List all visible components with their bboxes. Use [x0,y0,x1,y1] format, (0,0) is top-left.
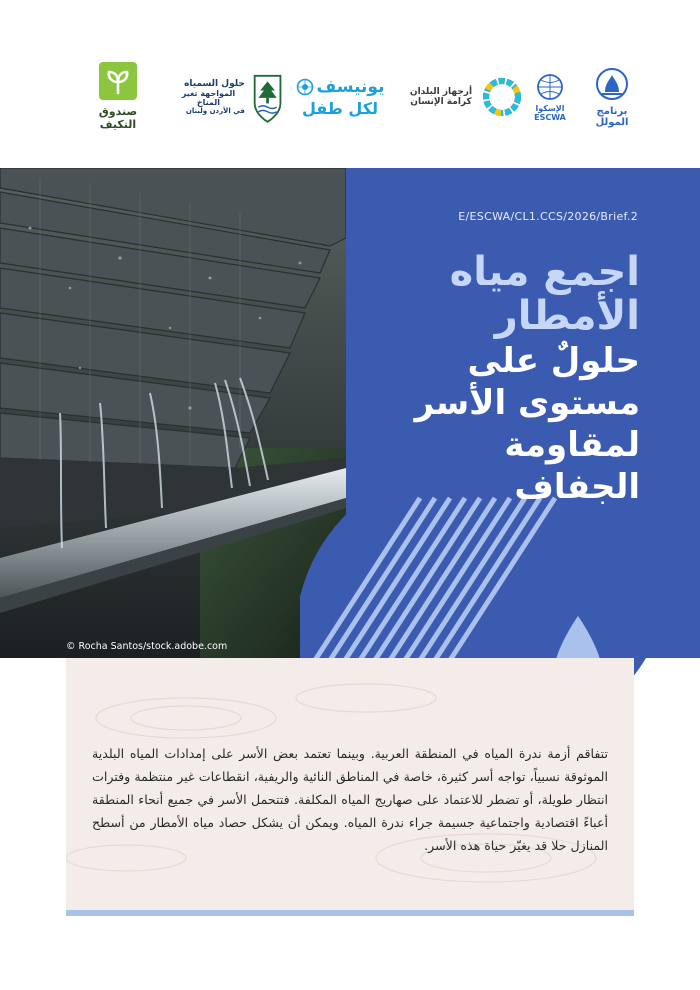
document-code: E/ESCWA/CL1.CCS/2026/Brief.2 [458,210,638,223]
climate-solutions-logo [172,62,284,132]
photo-credit: © Rocha Santos/stock.adobe.com [66,641,228,652]
cover-title-block [340,250,640,506]
climate-solutions-line3: في الأردن ولبنان [185,107,245,116]
title-line-1: اجمع مياه [449,249,640,295]
subtitle-line-4: الجفاف [514,467,640,507]
cedar-seal-icon [251,68,284,126]
escwa-latin: ESCWA [534,113,566,122]
unicef-logo [300,62,385,132]
unicef-tagline: لكل طفل [301,98,379,118]
wfp-emblem-icon [594,66,630,102]
climate-solutions-line1: حلول السمياه [184,78,245,89]
intro-paragraph: تتفاقم أزمة ندرة المياه في المنطقة العربية. وبينما تعتمد بعض الأسر على إمدادات المياه البلدية الموثوقة نسبياً، تواجه أسر كثيرة، خاصة في المناطق النائية والريفية، انقطاعات غير منتظمة وفترات انتظار طويلة، أو تضطر للاعتماد على صهاريج المياه المكلفة. فتتحمل الأسر في جميع أنحاء المنطقة أعباءً اقتصادية واجتماعية جسيمة جراء ندرة المياه. ويمكن أن يشكل حصاد مياه الأمطار من أسطح المنازل حلا قد يغيّر حياة هذه الأسر. [92,746,608,853]
adaptation-fund-icon [99,62,137,100]
adaptation-fund-label: صندوق التكيف [98,105,138,131]
escwa-logo [528,62,572,132]
climate-solutions-line2: المواجهة تغير المناخ [181,88,236,108]
unicef-globe-icon [296,78,314,96]
wfp-logo [580,62,644,132]
bottom-rule [66,910,634,916]
unicef-name: يونيسف [316,76,385,97]
adaptation-fund-logo [80,62,156,132]
subtitle-line-3: لمقاومة [504,425,640,465]
sdg-wheel-icon [482,77,522,117]
dignity-label: أرجهاز البلدان كرامة الإنسان [409,86,473,107]
subtitle-line-2: مستوى الأسر [414,383,640,423]
un-emblem-icon [535,72,565,102]
logo-bar [0,0,700,168]
dignity-logo [404,62,522,132]
subtitle-line-1: حلولٌ على [467,341,640,381]
escwa-arabic: الإسكوا [535,103,565,113]
title-line-2: الأمطار [494,293,640,339]
wfp-label: برنامج المولل [595,105,629,128]
